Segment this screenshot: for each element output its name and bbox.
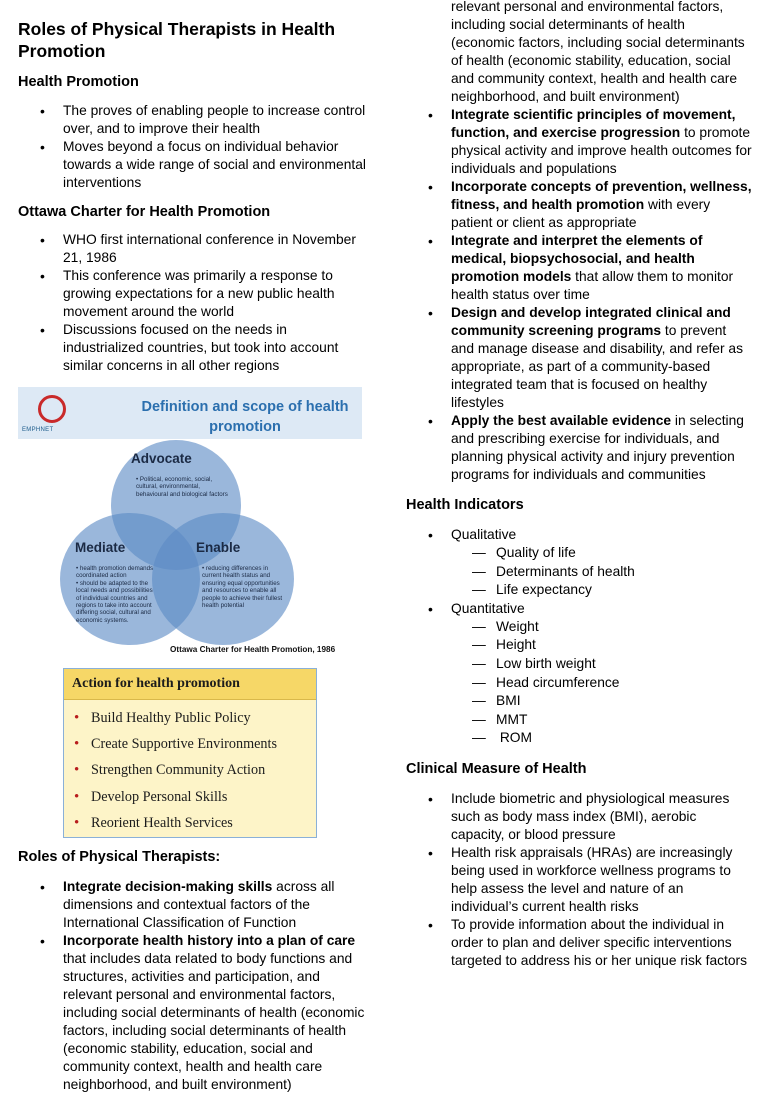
- list-item: [406, 412, 752, 484]
- list-item: [18, 878, 370, 932]
- list-item: • Health risk appraisals (HRAs) are increasingly being used in workforce wellness programs to help assess the level and nature of an individual’s current health risks: [406, 844, 752, 916]
- enable-text: • reducing differences in current health status and ensuring equal opportunities and resources to enable all people to achieve their fullest health potential: [202, 565, 283, 610]
- list-item: • To provide information about the individual in order to plan and deliver specific interventions targeted to address his or her unique risk factors: [406, 916, 752, 970]
- list-item: — MMT: [406, 711, 752, 730]
- advocate-text: • Political, economic, social, cultural, environmental, behavioural and biological factors: [136, 476, 228, 498]
- role-text: across all dimensions and contextual factors of the International Classification of Function: [63, 879, 335, 930]
- right-column: [406, 0, 752, 970]
- list-item: • This conference was primarily a response to growing expectations for a new public health movement around the world: [18, 267, 370, 321]
- list-item: [406, 106, 752, 178]
- role-text: that includes data related to body functions and structures, activities and participation, and relevant personal and environmental factors, including social determinants of health (economic factors, including social determinants of health (economic stability, education, social and community context, health and health care neighborhood, and built environment): [63, 951, 365, 1092]
- action-box-header: [64, 669, 316, 700]
- list-item: — Quality of life: [406, 544, 752, 563]
- action-for-health-promotion-box: [63, 668, 317, 838]
- list-item: • Develop Personal Skills: [74, 784, 277, 810]
- mediate-title: Mediate: [75, 540, 126, 555]
- role-continuation-clip: [406, 0, 752, 106]
- document-title: Roles of Physical Therapists in Health Promotion: [18, 19, 336, 61]
- role-bold: Integrate scientific principles of movement, function, and exercise progression: [451, 107, 736, 140]
- roles-list: [18, 878, 370, 1094]
- heading-health-indicators: Health Indicators: [406, 497, 524, 513]
- heading-health-promotion: Health Promotion: [18, 74, 139, 90]
- list-item: • WHO first international conference in November 21, 1986: [18, 231, 370, 267]
- list-item: • Strengthen Community Action: [74, 757, 277, 783]
- role-text: to prevent and manage disease and disability, and refer as appropriate, as part of a community-based integrated team that is focused on healthy lifestyles: [451, 323, 743, 410]
- health-promotion-list: [18, 102, 370, 192]
- health-promotion-venn-figure: [18, 385, 362, 659]
- roles-list-continued: [406, 0, 752, 106]
- role-text: relevant personal and environmental factors, including social determinants of health (economic factors, including social determinants of health (economic stability, education, social and community context, health and health care neighborhood, and built environment): [451, 0, 745, 104]
- list-item: • Moves beyond a focus on individual behavior towards a wide range of social and environmental interventions: [18, 138, 370, 192]
- list-item: • Reorient Health Services: [74, 810, 277, 836]
- list-item: — BMI: [406, 692, 752, 711]
- heading-ottawa-charter: Ottawa Charter for Health Promotion: [18, 204, 271, 220]
- list-item: • Qualitative: [406, 526, 752, 544]
- clinical-list: [406, 790, 752, 970]
- action-list: [74, 705, 277, 836]
- list-item: • The proves of enabling people to increase control over, and to improve their health: [18, 102, 370, 138]
- list-item: — Height: [406, 636, 752, 655]
- list-item: [18, 932, 370, 1094]
- list-item: • Build Healthy Public Policy: [74, 705, 277, 731]
- ottawa-list: [18, 231, 370, 375]
- indicators-list: [406, 526, 752, 544]
- role-bold: Apply the best available evidence: [451, 413, 672, 428]
- mediate-text: • health promotion demands coordinated action • should be adapted to the local needs and possibilities of individual countries and regions to take into account differing social, cultural and economic systems.: [76, 565, 154, 624]
- action-box-title: Action for health promotion: [72, 676, 240, 691]
- list-item: — Life expectancy: [406, 581, 752, 600]
- enable-title: Enable: [196, 540, 241, 555]
- list-item: — Head circumference: [406, 674, 752, 693]
- role-text: with every patient or client as appropriate: [451, 197, 711, 230]
- list-item: • Create Supportive Environments: [74, 731, 277, 757]
- heading-clinical-measure: Clinical Measure of Health: [406, 760, 587, 777]
- role-text: in selecting and prescribing exercise for individuals, and planning physical activity and injury prevention programs for individuals and communities: [451, 413, 744, 482]
- venn-title: Definition and scope of health promotion: [141, 399, 349, 435]
- role-text: to promote physical activity and improve health outcomes for individuals and populations: [451, 125, 752, 176]
- emphnet-logo-icon: [38, 395, 66, 423]
- logo-text: EMPHNET: [22, 427, 54, 433]
- role-bold: Design and develop integrated clinical and community screening programs: [451, 305, 731, 338]
- list-item: — Weight: [406, 618, 752, 637]
- list-item: • Include biometric and physiological measures such as body mass index (BMI), aerobic capacity, or blood pressure: [406, 790, 752, 844]
- list-item: — ROM: [406, 729, 752, 748]
- role-bold: Integrate and interpret the elements of medical, biopsychosocial, and health promotion models: [451, 233, 703, 284]
- list-item: [406, 304, 752, 412]
- role-bold: Integrate decision-making skills: [63, 879, 273, 894]
- role-bold: Incorporate health history into a plan of care: [63, 933, 356, 948]
- advocate-title: Advocate: [131, 451, 192, 466]
- heading-roles: Roles of Physical Therapists:: [18, 849, 221, 865]
- quantitative-list: [406, 618, 752, 748]
- roles-list-right: [406, 106, 752, 484]
- list-item: — Low birth weight: [406, 655, 752, 674]
- left-column: [18, 0, 370, 375]
- list-item: — Determinants of health: [406, 563, 752, 582]
- indicators-list-2: [406, 600, 752, 618]
- list-item: • Discussions focused on the needs in industrialized countries, but took into account similar concerns in all other regions: [18, 321, 370, 375]
- qualitative-list: [406, 544, 752, 600]
- roles-section-left: [18, 848, 370, 1092]
- list-item: • Quantitative: [406, 600, 752, 618]
- list-item: [406, 232, 752, 304]
- list-item: [406, 178, 752, 232]
- role-bold: Incorporate concepts of prevention, wellness, fitness, and health promotion: [451, 179, 752, 212]
- venn-caption: Ottawa Charter for Health Promotion, 1986: [170, 645, 336, 654]
- role-text: that allow them to monitor health status over time: [451, 269, 734, 302]
- list-item: [406, 0, 752, 106]
